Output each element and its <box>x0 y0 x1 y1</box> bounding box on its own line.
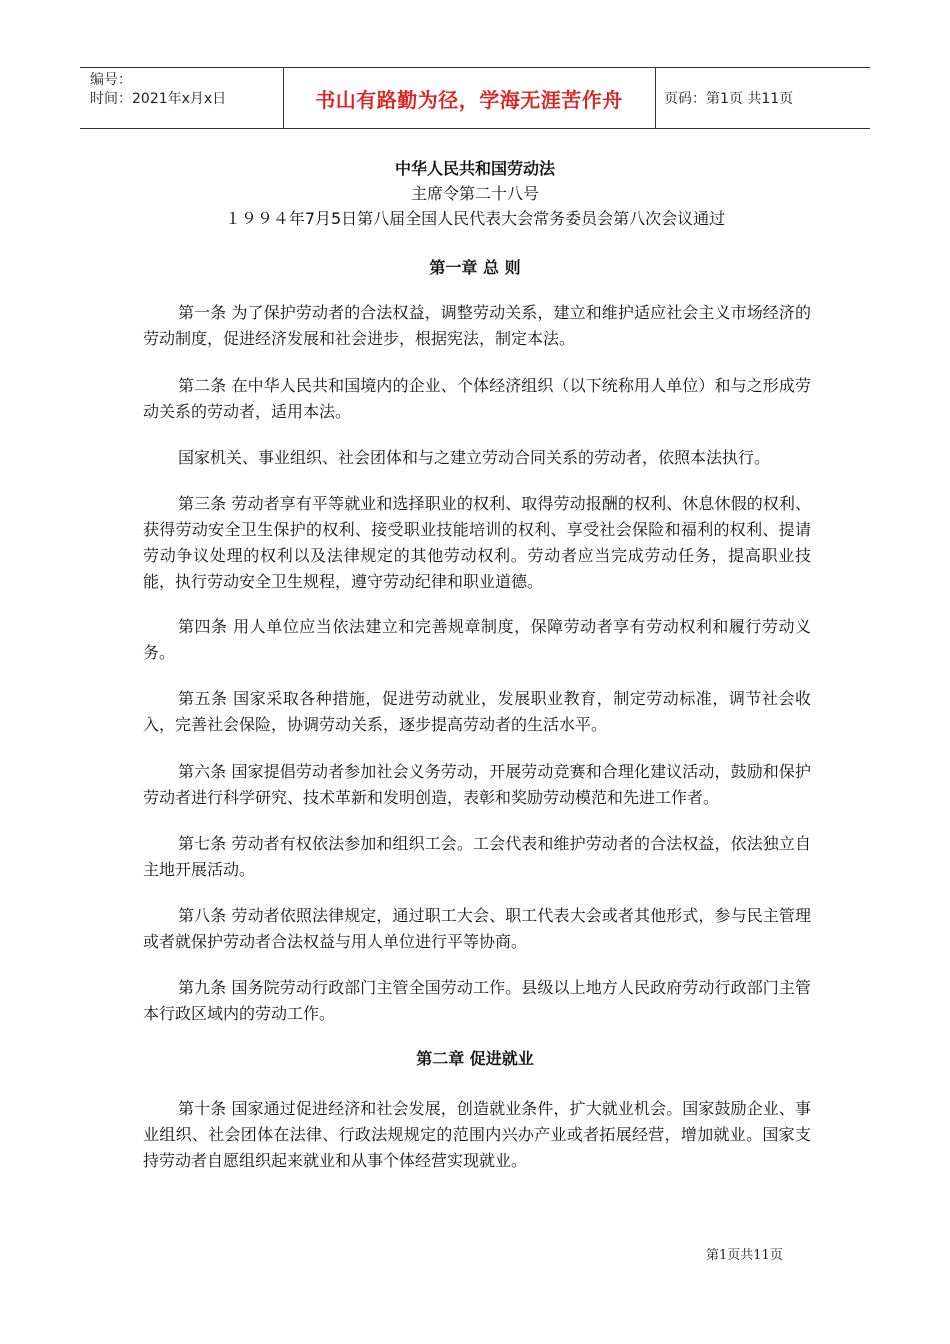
order-number: 主席令第二十八号 <box>410 184 539 203</box>
article-4: 第四条 用人单位应当依法建立和完善规章制度，保障劳动者享有劳动权利和履行劳动义务。 <box>143 617 811 662</box>
article-8: 第八条 劳动者依照法律规定，通过职工大会、职工代表大会或者其他形式，参与民主管理或者就保护劳动者合法权益与用人单位进行平等协商。 <box>143 906 811 951</box>
header-divider-right <box>655 68 656 128</box>
article-1: 第一条 为了保护劳动者的合法权益，调整劳动关系，建立和维护适应社会主义市场经济的劳动制度，促进经济发展和社会进步，根据宪法，制定本法。 <box>143 303 811 348</box>
article-6: 第六条 国家提倡劳动者参加社会义务劳动，开展劳动竞赛和合理化建议活动，鼓励和保护劳动者进行科学研究、技术革新和发明创造，表彰和奖励劳动模范和先进工作者。 <box>143 762 811 807</box>
passed-date: １９９４年7月5日第八届全国人民代表大会常务委员会第八次会议通过 <box>224 209 726 228</box>
article-7: 第七条 劳动者有权依法参加和组织工会。工会代表和维护劳动者的合法权益，依法独立自主地开展活动。 <box>143 834 811 879</box>
article-9: 第九条 国务院劳动行政部门主管全国劳动工作。县级以上地方人民政府劳动行政部门主管本行政区域内的劳动工作。 <box>143 978 811 1023</box>
chapter-heading: 第二章 促进就业 <box>416 1049 534 1068</box>
article-2: 第二条 在中华人民共和国境内的企业、个体经济组织（以下统称用人单位）和与之形成劳动关系的劳动者，适用本法。 <box>143 376 811 421</box>
document-title: 中华人民共和国劳动法 <box>394 159 555 178</box>
header-motto: 书山有路勤为径，学海无涯苦作舟 <box>315 87 623 112</box>
page-header <box>80 67 870 129</box>
page-footer: 第1页共11页 <box>706 1248 783 1263</box>
number-label: 编号： <box>90 72 132 88</box>
header-page-info: 页码：第1页 共11页 <box>664 91 794 107</box>
article-5: 第五条 国家采取各种措施，促进劳动就业，发展职业教育，制定劳动标准，调节社会收入，完善社会保险，协调劳动关系，逐步提高劳动者的生活水平。 <box>143 689 811 734</box>
article-3: 第三条 劳动者享有平等就业和选择职业的权利、取得劳动报酬的权利、休息休假的权利、获得劳动安全卫生保护的权利、接受职业技能培训的权利、享受社会保险和福利的权利、提请劳动争议处理的权利以及法律规定的其他劳动权利。劳动者应当完成劳动任务，提高职业技能，执行劳动安全卫生规程，遵守劳动纪律和职业道德。 <box>143 494 811 591</box>
date-label: 时间：2021年x月x日 <box>90 91 227 107</box>
chapter-heading: 第一章 总 则 <box>429 258 521 277</box>
header-meta <box>90 71 226 109</box>
article-10: 第十条 国家通过促进经济和社会发展，创造就业条件，扩大就业机会。国家鼓励企业、事业组织、社会团体在法律、行政法规规定的范围内兴办产业或者拓展经营，增加就业。国家支持劳动者自愿组织起来就业和从事个体经营实现就业。 <box>143 1099 811 1170</box>
article-2-paragraph-2: 国家机关、事业组织、社会团体和与之建立劳动合同关系的劳动者，依照本法执行。 <box>178 448 771 467</box>
